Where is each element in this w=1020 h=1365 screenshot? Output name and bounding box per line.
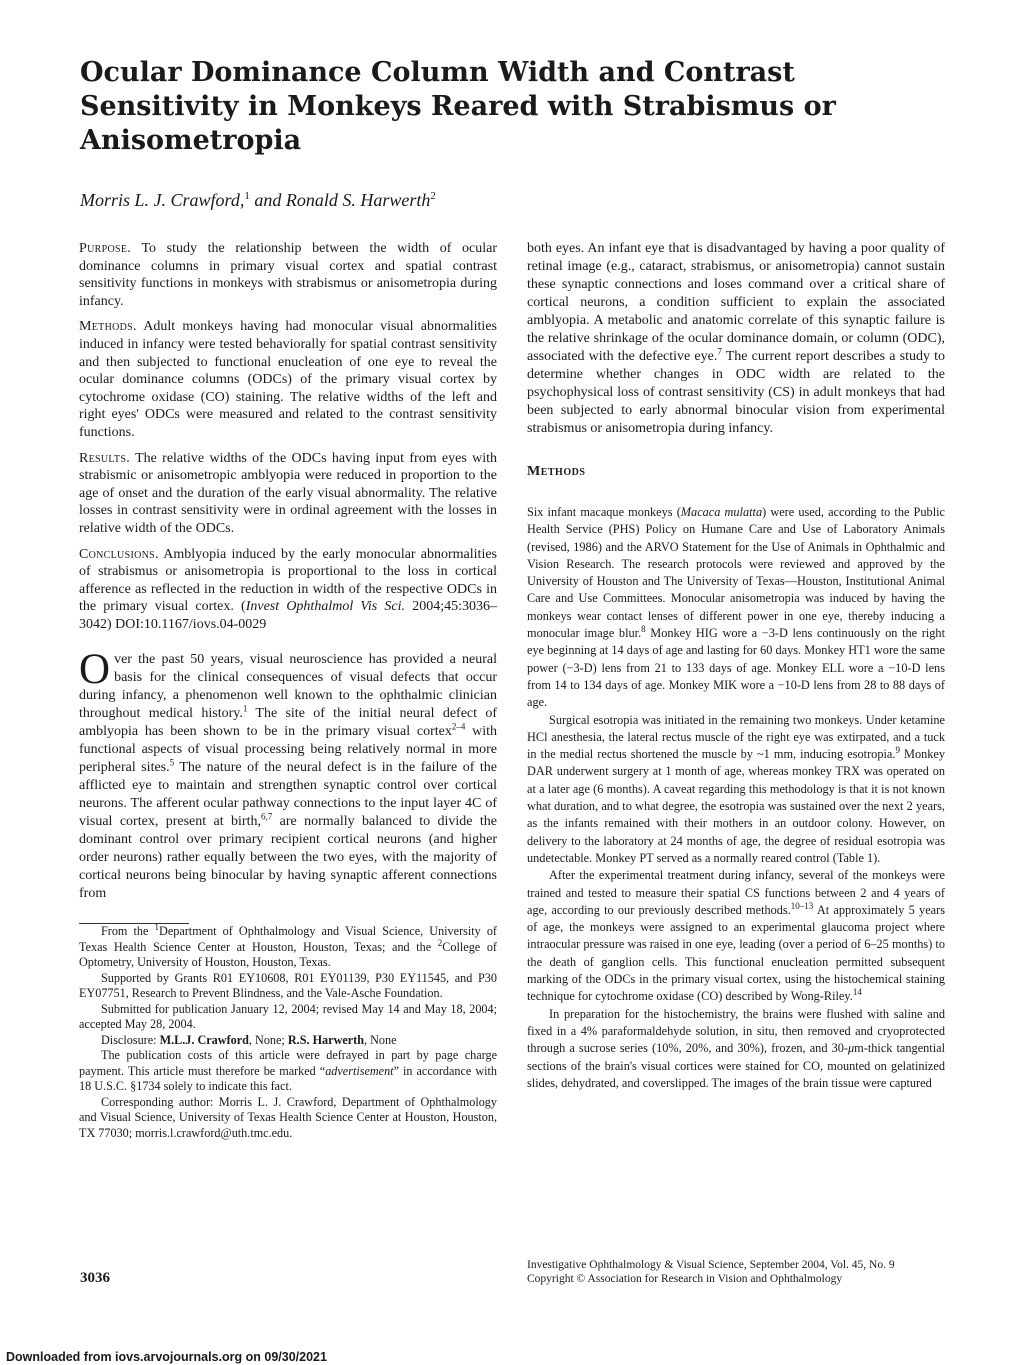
journal-citation: Investigative Ophthalmology & Visual Science, September 2004, Vol. 45, No. 9	[527, 1259, 895, 1271]
author-harwerth: and Ronald S. Harwerth	[254, 190, 431, 210]
footnote-affiliations: From the $^1$Department of Ophthalmology and Visual Science, University of Texas Health Science Center at Houston, Houston, Texas; and the $^2$College of Optometry, University of Houston, Houston, Texas.	[79, 922, 497, 970]
methods-paragraph: Six infant macaque monkeys (Macaca mulatta) were used, according to the Public Health Service (PHS) Policy on Humane Care and Use of Laboratory Animals (revised, 1986) and the ARVO Statement for the Use of Animals in Ophthalmic and Vision Research. The research protocols were reviewed and approved by the University of Houston and The University of Texas—Houston, Institutional Animal Care and Use Committees. Monocular anisometropia was induced by having the monkeys wear contact lenses of different power in one eye, thereby inducing a monocular image blur.$^8$ Monkey HIG wore a −3-D lens continuously on the right eye beginning at 14 days of age and lasting for 60 days. Monkey HT1 wore the same power (−3-D) lens from 21 to 133 days of age. Monkey ELL wore a −10-D lens from 14 to 134 days of age. Monkey MIK wore a −10-D lens from 28 to 88 days of age.	[527, 505, 945, 710]
author-crawford: Morris L. J. Crawford,	[80, 190, 245, 210]
intro-continuation: both eyes. An infant eye that is disadvantaged by having a poor quality of retinal image (e.g., cataract, strabismus, or anisometropia) cannot sustain these synaptic connections and loses command over a critical share of cortical neurons, a condition sufficient to explain the associated amblyopia. A metabolic and anatomic correlate of this synaptic failure is the relative shrinkage of the ocular dominance domain, or column (ODC), associated with the defective eye.$^7$ The current report describes a study to determine whether changes in ODC width are related to the psychophysical loss of contrast sensitivity (CS) in adult monkeys that had been subjected to early abnormal binocular vision from experimental strabismus or anisometropia during infancy.	[527, 241, 945, 436]
abstract-heading: Methods.	[79, 319, 137, 335]
abstract-text: The relative widths of the ODCs having input from eyes with strabismic or anisometropic amblyopia were reduced in proportion to the age of onset and the duration of the early visual abnormality. The relative losses in contrast sensitivity were in ordinal agreement with the losses in relative width of the ODCs.	[79, 450, 497, 536]
abstract-text: To study the relationship between the width of ocular dominance columns in primary visual cortex and spatial contrast sensitivity functions in monkeys with strabismus or anisometropia during infancy.	[79, 241, 498, 309]
footnote-publication-costs: The publication costs of this article were defrayed in part by page charge payment. This article must therefore be marked “advertisement” in accordance with 18 U.S.C. §1734 solely to indicate this fact.	[79, 1048, 497, 1094]
footnote-disclosure: Disclosure: M.L.J. Crawford, None; R.S. Harwerth, None	[101, 1032, 397, 1047]
reference-marker: 9	[895, 745, 900, 756]
reference-marker: 8	[641, 623, 646, 634]
introduction-paragraph	[79, 646, 497, 903]
article-title: Ocular Dominance Column Width and Contrast Sensitivity in Monkeys Reared with Strabismus or Anisometropia	[80, 57, 836, 156]
reference-marker: 5	[169, 757, 175, 768]
intro-text: with functional aspects of visual processing being relatively normal in more peripheral sites.	[79, 724, 497, 776]
intro-text: The site of the initial neural defect of amblyopia has been shown to be in the primary visual cortex	[79, 706, 497, 740]
footnote-corresponding-author: Corresponding author: Morris L. J. Crawford, Department of Ophthalmology and Visual Science, University of Texas Health Science Center at Houston, Houston, TX 77030; morris.l.crawford@uth.tmc.edu.	[79, 1094, 497, 1140]
footnote-funding: Supported by Grants R01 EY10608, R01 EY01139, P30 EY11545, and P30 EY07751, Research to Prevent Blindness, and the Vale-Asche Foundation.	[79, 970, 497, 1001]
download-watermark: Downloaded from iovs.arvojournals.org on 09/30/2021	[6, 1350, 327, 1364]
methods-paragraph: After the experimental treatment during infancy, several of the monkeys were trained and tested to measure their spatial CS functions between 2 and 4 years of age, according to our previously described methods.$^{10-13}$ At approximately 5 years of age, the monkeys were assigned to an experimental glaucoma project where intraocular pressure was raised in one eye, leading (over a period of 6–25 months) to the death of ganglion cells. This functional enucleation permitted subsequent marking of the ODCs in the primary visual cortex, using the histochemical staining technique for cytochrome oxidase (CO) described by Wong-Riley.$^{14}$	[527, 868, 945, 1004]
abstract-results	[79, 450, 497, 538]
journal-info	[527, 1258, 947, 1286]
abstract-text: Adult monkeys having had monocular visual abnormalities induced in infancy were tested behaviorally for spatial contrast sensitivity and then subjected to functional enucleation of one eye to reveal the ocular dominance columns (ODCs) of the primary visual cortex by cytochrome oxidase (CO) staining. The relative widths of the left and right eyes' ODCs were measured and related to the contrast sensitivity functions.	[79, 319, 497, 440]
abstract-purpose	[79, 240, 497, 310]
reference-marker: 2–4	[451, 721, 466, 732]
affiliation-marker: 1	[244, 190, 250, 202]
citation-details: 2004;45:3036–3042) DOI:10.1167/iovs.04-0029	[79, 599, 497, 632]
left-column	[79, 240, 497, 1141]
affiliation-marker: 2	[430, 190, 436, 202]
intro-text: are normally balanced to divide the dominant control over primary recipient cortical neurons (and higher order neurons) rather equally between the two eyes, with the majority of cortical neurons being binocular by having synaptic afferent connections from	[79, 814, 497, 902]
methods-paragraph: Surgical esotropia was initiated in the remaining two monkeys. Under ketamine HCl anesthesia, the lateral rectus muscle of the right eye was extirpated, and a tuck in the medial rectus shortened the muscle by ~1 mm, inducing esotropia.$^9$ Monkey DAR underwent surgery at 1 month of age, whereas monkey TRX was operated on at a later age (6 months). A caveat regarding this methodology is that it is not known what duration, and to what degree, the esotropia was sustained over the next 2 years, as the infants remained with their mothers in an outdoor colony. However, on delivery to the laboratory at 24 months of age, the degree of residual esotropia was undetectable. Monkey PT served as a normally reared control (Table 1).	[527, 712, 946, 865]
right-column	[527, 240, 945, 1092]
reference-marker: 10–13	[790, 900, 814, 911]
reference-marker: 14	[852, 987, 862, 998]
abstract-heading: Results.	[79, 450, 130, 466]
intro-text: The nature of the neural defect is in the failure of the afflicted eye to maintain and strengthen synaptic control over cortical neurons. The afferent ocular pathway connections to the input layer 4C of visual cortex, present at birth,	[79, 760, 497, 830]
intro-text: ver the past 50 years, visual neuroscience has provided a neural basis for the clinical consequences of visual defects that occur during infancy, a phenomenon well known to the ophthalmic clinician throughout medical history.	[79, 652, 497, 722]
abstract-heading: Conclusions.	[79, 546, 159, 562]
reference-marker: 6,7	[260, 811, 273, 822]
copyright-line: Copyright © Association for Research in Vision and Ophthalmology	[527, 1273, 843, 1285]
author-line	[80, 189, 436, 211]
methods-paragraph: In preparation for the histochemistry, the brains were flushed with saline and fixed in a 4% paraformaldehyde solution, in situ, then removed and cryoprotected through a sucrose series (10%, 20%, and 30%), frozen, and 30-μm-thick tangential sections of the brain's visual cortices were stained for CO, mounted on gelatinized slides, dehydrated, and coverslipped. The images of the brain tissue were captured	[527, 1006, 946, 1090]
reference-marker: 7	[717, 346, 722, 357]
drop-cap: O	[79, 646, 111, 694]
abstract-text: Amblyopia induced by the early monocular abnormalities of strabismus or anisometropia is proportional to the loss in cortical afference as reflected in the reduction in width of the respective ODCs in the primary visual cortex. (	[79, 546, 497, 615]
page-number: 3036	[80, 1270, 110, 1286]
abstract-methods	[79, 318, 497, 441]
section-heading-methods: Methods	[527, 464, 586, 479]
reference-marker: 1	[242, 703, 248, 714]
footnote-submission: Submitted for publication January 12, 2004; revised May 14 and May 18, 2004; accepted May 28, 2004.	[79, 1001, 497, 1032]
citation-journal: Invest Ophthalmol Vis Sci.	[245, 599, 406, 615]
abstract-heading: Purpose.	[79, 241, 132, 256]
abstract-conclusions	[79, 546, 497, 634]
